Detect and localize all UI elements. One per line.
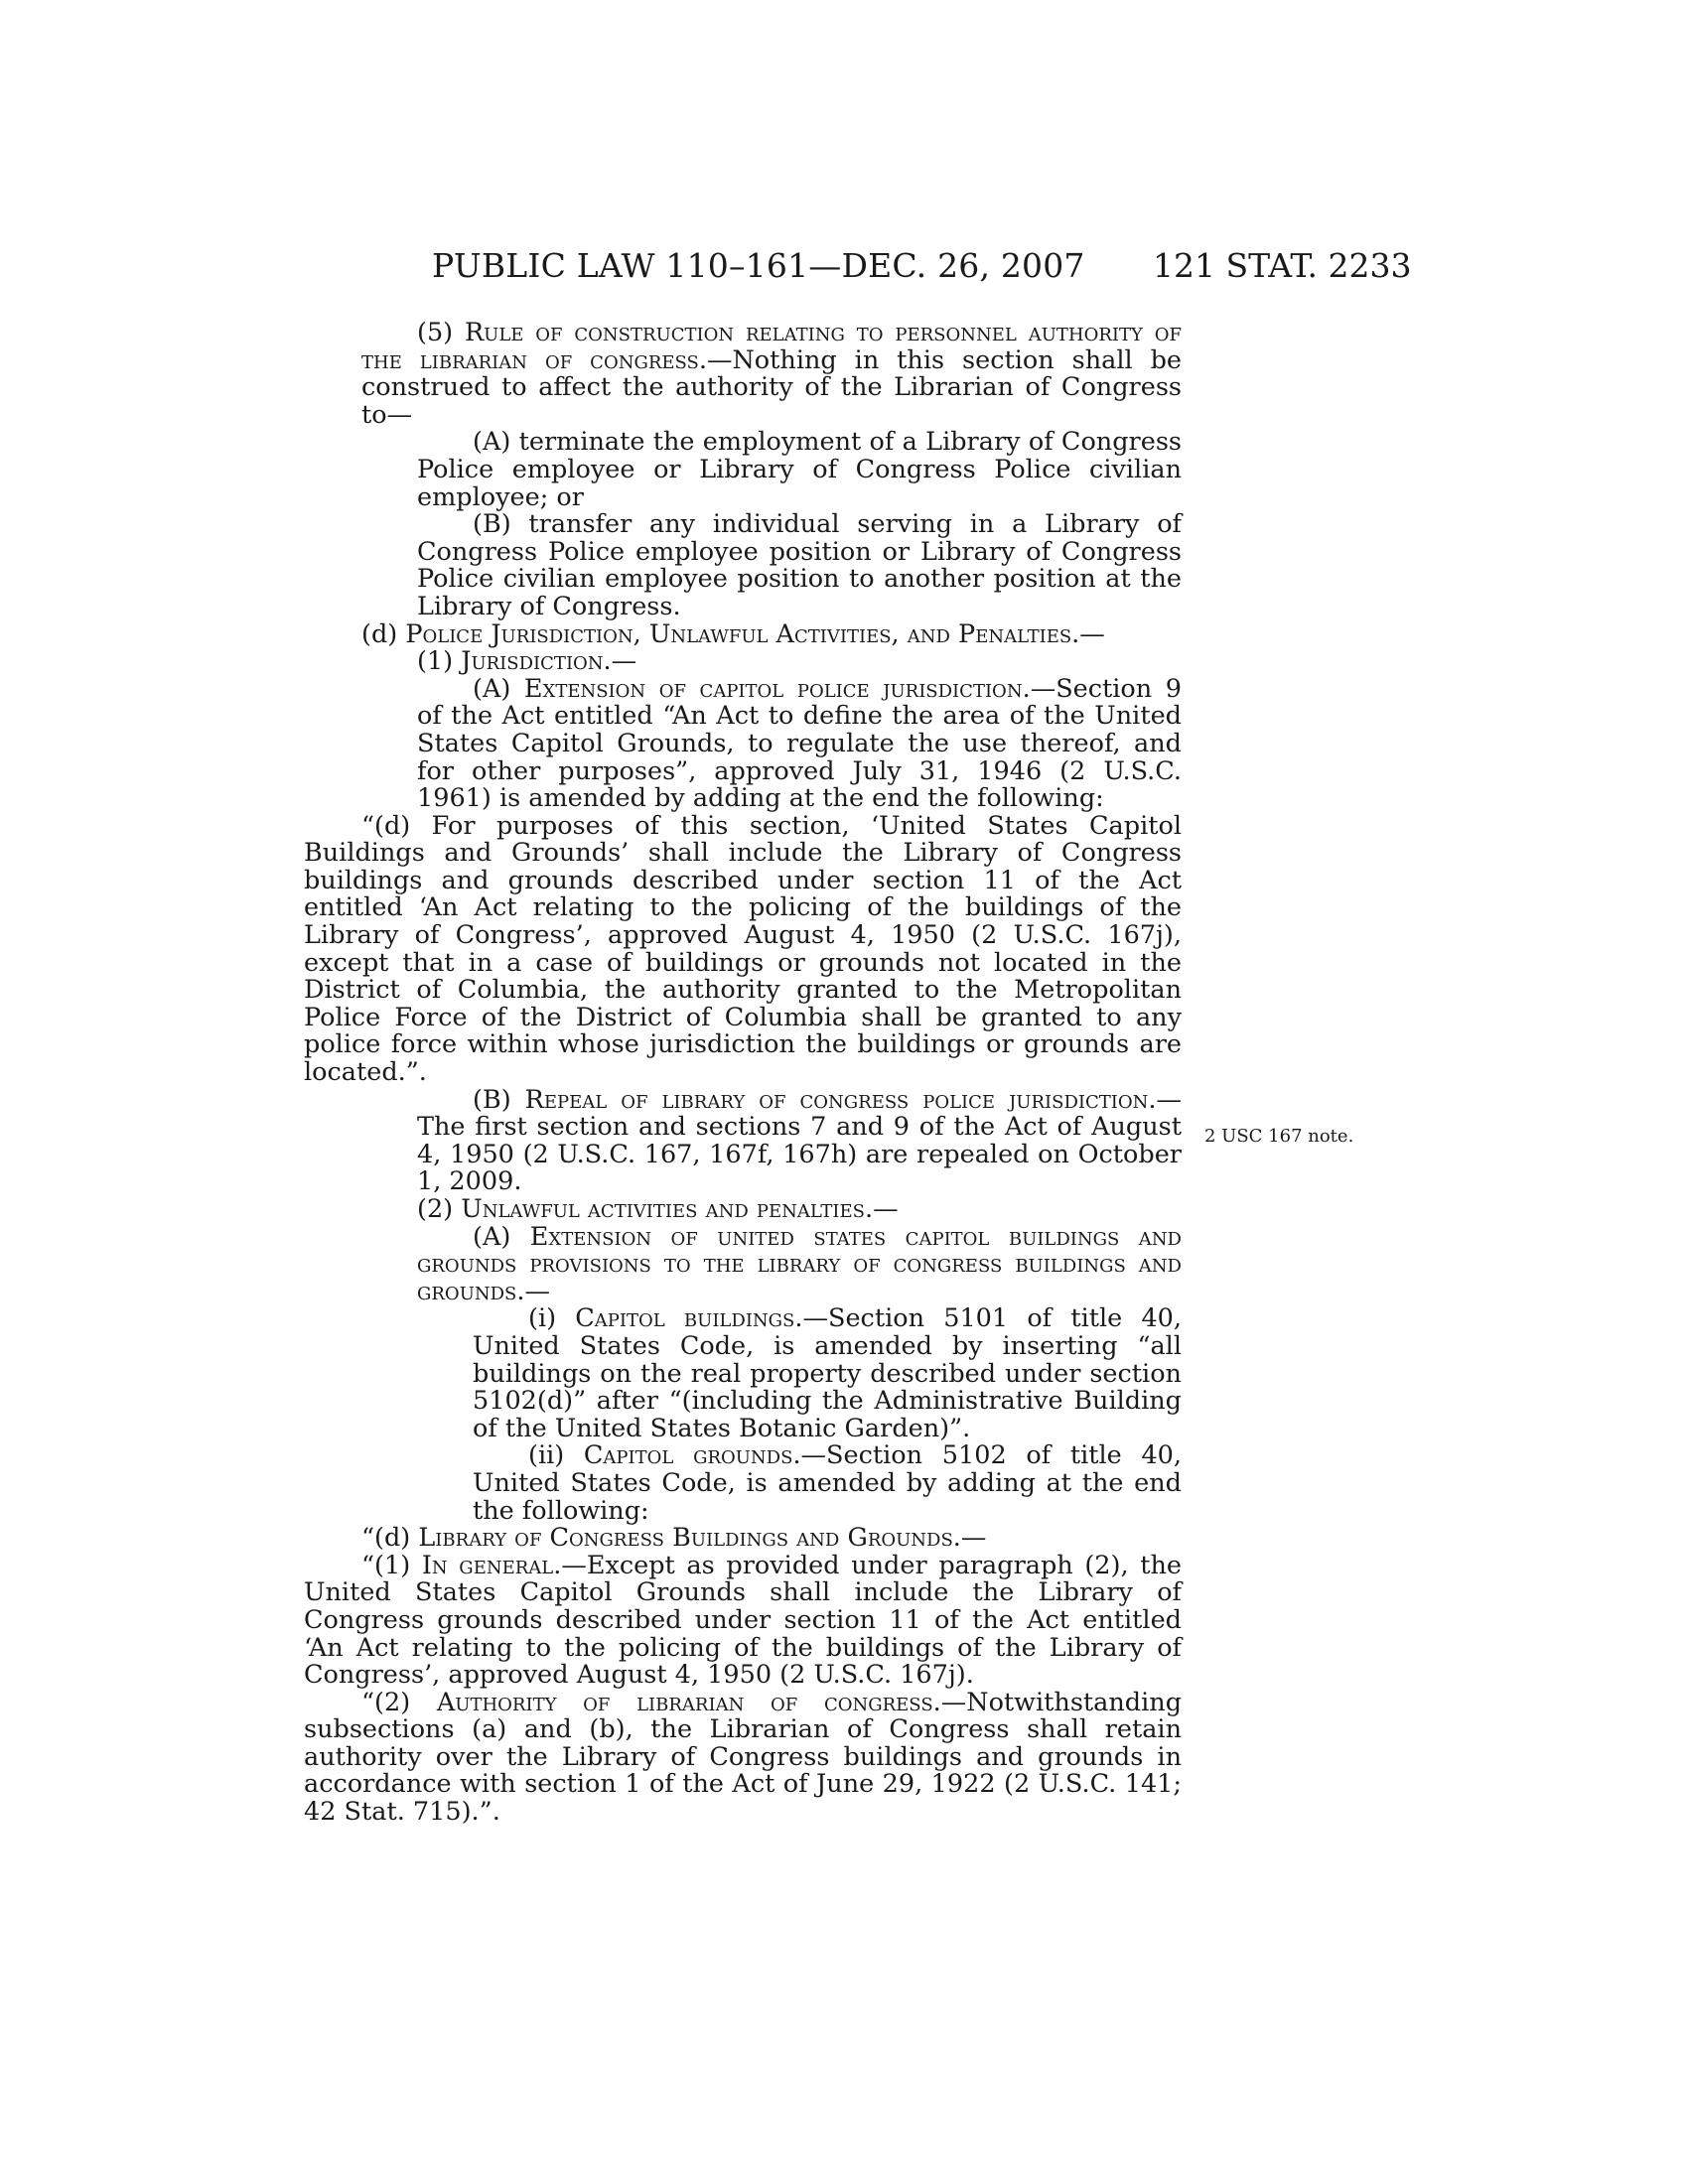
subparagraph-heading: Repeal of library of congress police jurisdiction. — [524, 1084, 1157, 1115]
subsection-d-police-jurisdiction: (d) Police Jurisdiction, Unlawful Activities, and Penalties.— — [361, 618, 1105, 649]
clause-ii-capitol-grounds: (ii) Capitol grounds.—Section 5102 of title 40, United States Code, is amended by adding at the end the following: — [473, 1440, 1182, 1526]
margin-note: 2 USC 167 note. — [1204, 1126, 1354, 1147]
clause-heading: Capitol grounds. — [583, 1440, 801, 1471]
page-number-stat: 121 STAT. 2233 — [1153, 246, 1412, 285]
paragraph-heading: In general. — [421, 1550, 562, 1580]
subparagraph-a-extension-buildings-grounds: (A) Extension of united states capitol buildings and grounds provisions to the library of congress buildings and grounds.— — [417, 1221, 1182, 1306]
clause-i-capitol-buildings: (i) Capitol buildings.—Section 5101 of title 40, United States Code, is amended by inserting “all buildings on the real property described under section 5102(d)” after “(including the Administrative Building of the United States Botanic Garden)”. — [473, 1303, 1182, 1443]
subparagraph-a-extension-capitol-police: (A) Extension of capitol police jurisdiction.—Section 9 of the Act entitled “An Act to define the area of the United States Capitol Grounds, to regulate the use thereof, and for other purposes”, approved July 31, 1946 (2 U.S.C. 1961) is amended by adding at the end the following: — [417, 673, 1183, 814]
subsection-heading: Police Jurisdiction, Unlawful Activities, and Penalties. — [405, 618, 1080, 649]
subsection-heading: Library of Congress Buildings and Grounds. — [418, 1523, 961, 1554]
subparagraph-heading: Extension of united states capitol buildings and grounds provisions to the library of congress buildings and grounds. — [417, 1221, 1182, 1306]
statute-body — [304, 320, 1182, 1827]
subparagraph-b-transfer: (B) transfer any individual serving in a Library of Congress Police employee position or Library of Congress Police civilian employee position to another position at the Library of Congress. — [417, 509, 1182, 621]
subparagraph-b-repeal: (B) Repeal of library of congress police jurisdiction.—The first section and sections 7 and 9 of the Act of August 4, 1950 (2 U.S.C. 167, 167f, 167h) are repealed on October 1, 2009. — [417, 1084, 1182, 1197]
quoted-paragraph-2-authority: “(2) Authority of librarian of congress.—Notwithstanding subsections (a) and (b), the Librarian of Congress shall retain authority over the Library of Congress buildings and grounds in accordance with section 1 of the Act of June 29, 1922 (2 U.S.C. 141; 42 Stat. 715).”. — [304, 1687, 1183, 1828]
subparagraph-a-terminate: (A) terminate the employment of a Library of Congress Police employee or Library of Congress Police civilian employee; or — [417, 427, 1182, 512]
clause-heading: Capitol buildings. — [575, 1303, 803, 1334]
paragraph-5-rule-of-construction: (5) Rule of construction relating to personnel authority of the librarian of congress.—Nothing in this section shall be construed to affect the authority of the Librarian of Congress to— — [361, 318, 1182, 430]
paragraph-2-unlawful-activities: (2) Unlawful activities and penalties.— — [417, 1194, 899, 1224]
subparagraph-heading: Extension of capitol police jurisdiction. — [523, 673, 1031, 704]
paragraph-1-jurisdiction: (1) Jurisdiction.— — [417, 646, 637, 677]
quoted-paragraph-1-in-general: “(1) In general.—Except as provided under paragraph (2), the United States Capitol Grounds shall include the Library of Congress grounds described under section 11 of the Act entitled ‘An Act relating to the policing of the buildings of the Library of Congress’, approved August 4, 1950 (2 U.S.C. 167j). — [304, 1550, 1183, 1691]
paragraph-heading: Unlawful activities and penalties. — [461, 1194, 874, 1224]
running-header-title: PUBLIC LAW 110–161—DEC. 26, 2007 — [432, 246, 1085, 285]
paragraph-heading: Authority of librarian of congress. — [436, 1687, 941, 1717]
paragraph-heading: Rule of construction relating to personnel authority of the librarian of congress. — [361, 318, 1182, 375]
paragraph-heading: Jurisdiction. — [461, 646, 612, 677]
quoted-subsection-d: “(d) For purposes of this section, ‘United States Capitol Buildings and Grounds’ shall include the Library of Congress buildings and grounds described under section 11 of the Act entitled ‘An Act relating to the policing of the buildings of the Library of Congress’, approved August 4, 1950 (2 U.S.C. 167j), except that in a case of buildings or grounds not located in the District of Columbia, the authority granted to the Metropolitan Police Force of the District of Columbia shall be granted to any police force within whose jurisdiction the buildings or grounds are located.”. — [304, 810, 1182, 1088]
quoted-subsection-d-library-buildings: “(d) Library of Congress Buildings and Grounds.— — [361, 1523, 987, 1554]
